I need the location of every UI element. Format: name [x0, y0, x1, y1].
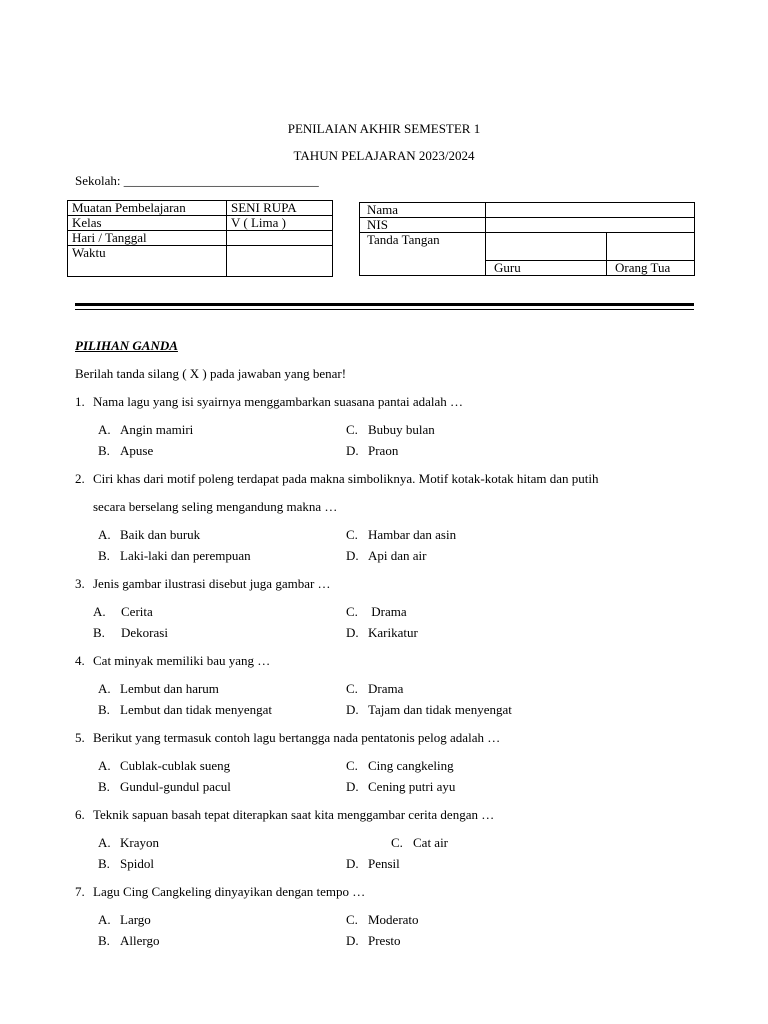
option-7c[interactable]: [346, 912, 419, 928]
option-text: Gundul-gundul pacul: [120, 779, 231, 794]
option-letter: A.: [98, 758, 111, 773]
subject-info-table: [67, 200, 333, 277]
option-letter: B.: [98, 779, 110, 794]
option-3c[interactable]: [346, 604, 407, 620]
date-label: Hari / Tanggal: [68, 231, 227, 246]
option-letter: B.: [98, 702, 110, 717]
option-text: Laki-laki dan perempuan: [120, 548, 251, 563]
option-3d[interactable]: [346, 625, 418, 641]
option-7b[interactable]: [98, 933, 159, 949]
option-text: Dekorasi: [121, 625, 168, 640]
divider-thick: [75, 303, 694, 306]
parent-label: Orang Tua: [607, 261, 695, 276]
option-text: Largo: [120, 912, 151, 927]
option-text: Bubuy bulan: [368, 422, 435, 437]
option-letter: C.: [391, 835, 403, 850]
option-7a[interactable]: [98, 912, 151, 928]
option-2d[interactable]: [346, 548, 426, 564]
option-text: Krayon: [120, 835, 159, 850]
option-text: Hambar dan asin: [368, 527, 457, 542]
option-text: Allergo: [120, 933, 160, 948]
option-letter: B.: [98, 933, 110, 948]
option-letter: B.: [93, 625, 105, 640]
option-1d[interactable]: [346, 443, 398, 459]
question-number: 4.: [75, 653, 85, 668]
question-6: [75, 807, 494, 823]
option-letter: C.: [346, 758, 358, 773]
option-text: Lembut dan harum: [120, 681, 219, 696]
question-number: 6.: [75, 807, 85, 822]
question-text: Ciri khas dari motif poleng terdapat pada makna simboliknya. Motif kotak-kotak hitam dan putih: [93, 471, 599, 486]
option-letter: D.: [346, 548, 359, 563]
option-4b[interactable]: [98, 702, 272, 718]
option-1a[interactable]: [98, 422, 193, 438]
option-text: Presto: [368, 933, 401, 948]
option-7d[interactable]: [346, 933, 401, 949]
name-label: Nama: [360, 203, 486, 218]
option-5b[interactable]: [98, 779, 231, 795]
option-letter: C.: [346, 604, 358, 619]
option-text: Praon: [368, 443, 399, 458]
question-text: Berikut yang termasuk contoh lagu bertangga nada pentatonis pelog adalah …: [93, 730, 501, 745]
subject-label: Muatan Pembelajaran: [68, 201, 227, 216]
option-text: Karikatur: [368, 625, 418, 640]
class-value: V ( Lima ): [227, 216, 333, 231]
question-7: [75, 884, 365, 900]
option-letter: A.: [98, 527, 111, 542]
option-2a[interactable]: [98, 527, 200, 543]
divider-thin: [75, 309, 694, 310]
option-letter: A.: [98, 681, 111, 696]
option-1b[interactable]: [98, 443, 153, 459]
teacher-label: Guru: [486, 261, 607, 276]
option-text: Moderato: [368, 912, 419, 927]
parent-signature-box[interactable]: [607, 233, 695, 261]
option-letter: C.: [346, 912, 358, 927]
option-letter: A.: [98, 912, 111, 927]
question-number: 2.: [75, 471, 85, 486]
option-6b[interactable]: [98, 856, 154, 872]
option-letter: D.: [346, 443, 359, 458]
option-letter: D.: [346, 702, 359, 717]
option-letter: A.: [93, 604, 106, 619]
option-text: Cening putri ayu: [368, 779, 456, 794]
option-letter: C.: [346, 527, 358, 542]
instruction: Berilah tanda silang ( X ) pada jawaban yang benar!: [75, 366, 347, 381]
signature-label: Tanda Tangan: [360, 233, 486, 276]
question-number: 7.: [75, 884, 85, 899]
option-text: Api dan air: [368, 548, 427, 563]
option-letter: D.: [346, 856, 359, 871]
student-info-table: [359, 202, 695, 276]
option-letter: B.: [98, 443, 110, 458]
exam-title: PENILAIAN AKHIR SEMESTER 1: [287, 121, 481, 136]
option-text: Cing cangkeling: [368, 758, 454, 773]
option-text: Cerita: [121, 604, 153, 619]
question-number: 3.: [75, 576, 85, 591]
option-4a[interactable]: [98, 681, 219, 697]
option-letter: B.: [98, 856, 110, 871]
question-text: Jenis gambar ilustrasi disebut juga gambar …: [93, 576, 331, 591]
question-text: Teknik sapuan basah tepat diterapkan saat kita menggambar cerita dengan …: [93, 807, 495, 822]
time-label: Waktu: [68, 246, 227, 277]
nis-field[interactable]: [486, 218, 695, 233]
option-text: Cublak-cublak sueng: [120, 758, 231, 773]
option-text: Drama: [368, 681, 404, 696]
option-3b[interactable]: [93, 625, 168, 641]
option-6a[interactable]: [98, 835, 159, 851]
subject-value: SENI RUPA: [227, 201, 333, 216]
nis-label: NIS: [360, 218, 486, 233]
option-text: Lembut dan tidak menyengat: [120, 702, 272, 717]
question-number: 5.: [75, 730, 85, 745]
option-5a[interactable]: [98, 758, 230, 774]
question-number: 1.: [75, 394, 85, 409]
question-3: [75, 576, 331, 592]
option-text: Cat air: [413, 835, 449, 850]
question-text: Cat minyak memiliki bau yang …: [93, 653, 271, 668]
school-year: TAHUN PELAJARAN 2023/2024: [293, 148, 475, 163]
question-text: Lagu Cing Cangkeling dinyayikan dengan tempo …: [93, 884, 366, 899]
option-letter: D.: [346, 625, 359, 640]
option-letter: C.: [346, 681, 358, 696]
question-2-continued: secara berselang seling mengandung makna …: [93, 499, 338, 514]
option-3a[interactable]: [93, 604, 153, 620]
question-text: Nama lagu yang isi syairnya menggambarkan suasana pantai adalah …: [93, 394, 464, 409]
option-2c[interactable]: [346, 527, 456, 543]
option-text: Baik dan buruk: [120, 527, 201, 542]
name-field[interactable]: [486, 203, 695, 218]
option-text: Pensil: [368, 856, 400, 871]
option-5d[interactable]: [346, 779, 455, 795]
option-letter: D.: [346, 779, 359, 794]
question-4: [75, 653, 270, 669]
option-text: Drama: [368, 604, 407, 619]
option-letter: A.: [98, 835, 111, 850]
teacher-signature-box[interactable]: [486, 233, 607, 261]
time-value[interactable]: [227, 246, 333, 277]
option-letter: A.: [98, 422, 111, 437]
class-label: Kelas: [68, 216, 227, 231]
option-letter: B.: [98, 548, 110, 563]
option-6c[interactable]: [391, 835, 448, 851]
option-text: Spidol: [120, 856, 154, 871]
option-4c[interactable]: [346, 681, 403, 697]
option-6d[interactable]: [346, 856, 400, 872]
question-2: [75, 471, 598, 487]
option-5c[interactable]: [346, 758, 454, 774]
option-letter: D.: [346, 933, 359, 948]
question-1: [75, 394, 463, 410]
option-2b[interactable]: [98, 548, 251, 564]
school-field[interactable]: Sekolah: ______________________________: [75, 173, 319, 188]
option-letter: C.: [346, 422, 358, 437]
section-title: PILIHAN GANDA: [75, 338, 178, 353]
option-text: Tajam dan tidak menyengat: [368, 702, 512, 717]
date-value[interactable]: [227, 231, 333, 246]
question-5: [75, 730, 500, 746]
option-text: Angin mamiri: [120, 422, 194, 437]
option-4d[interactable]: [346, 702, 512, 718]
option-text: Apuse: [120, 443, 154, 458]
option-1c[interactable]: [346, 422, 435, 438]
